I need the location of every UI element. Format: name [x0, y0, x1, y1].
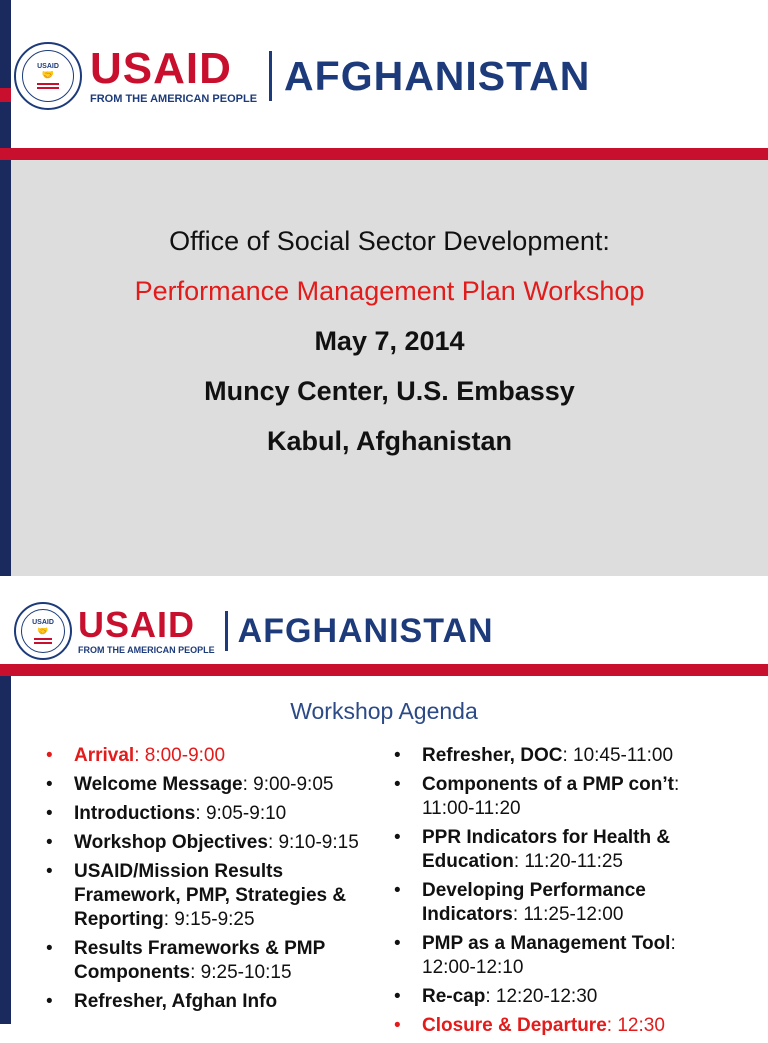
agenda-item: • Introductions: 9:05-9:10 [46, 803, 287, 824]
logo-divider [225, 611, 228, 651]
agenda-item: • Closure & Departure: 12:30 [394, 1015, 665, 1036]
left-accent-bar [0, 0, 11, 576]
left-red-mark [0, 88, 11, 102]
agenda-item: • USAID/Mission Results Framework, PMP, Strategies & Reporting: 9:15-9:25 [46, 861, 347, 930]
agenda-item: • Developing Performance Indicators: 11:25-12:00 [394, 880, 646, 925]
agenda-item: • PPR Indicators for Health & Education: 11:20-11:25 [394, 827, 671, 872]
workshop-date: May 7, 2014 [314, 326, 465, 356]
agenda-left-column [44, 744, 364, 1019]
seal-text: USAID [32, 618, 54, 626]
header-red-rule [0, 148, 768, 160]
agenda-slide [0, 576, 768, 1036]
agenda-item: • Components of a PMP con’t: 11:00-11:20 [394, 774, 680, 819]
usaid-wordmark: USAID [78, 603, 196, 645]
agenda-item: • PMP as a Management Tool: 12:00-12:10 [394, 933, 676, 978]
handshake-icon: 🤝 [37, 625, 49, 636]
agenda-item: • Refresher, DOC: 10:45-11:00 [394, 745, 674, 766]
tagline: FROM THE AMERICAN PEOPLE [78, 644, 215, 655]
usaid-logo [14, 42, 590, 110]
usaid-wordmark: USAID [90, 43, 232, 93]
workshop-title: Performance Management Plan Workshop [134, 276, 645, 306]
usaid-seal-icon [14, 42, 82, 110]
office-title: Office of Social Sector Development: [169, 226, 610, 256]
title-panel [11, 160, 768, 576]
usaid-seal-icon [14, 602, 72, 660]
agenda-item: • Results Frameworks & PMP Components: 9:25-10:15 [46, 938, 325, 983]
country-name: AFGHANISTAN [284, 53, 591, 99]
agenda-item: • Welcome Message: 9:00-9:05 [46, 774, 334, 795]
workshop-location: Kabul, Afghanistan [266, 426, 512, 456]
left-accent-bar [0, 676, 11, 1024]
logo-divider [269, 51, 272, 101]
agenda-item: • Re-cap: 12:20-12:30 [394, 986, 598, 1007]
country-name: AFGHANISTAN [237, 612, 494, 650]
seal-text: USAID [37, 63, 59, 70]
agenda-item: • Workshop Objectives: 9:10-9:15 [46, 832, 359, 853]
usaid-logo [14, 602, 494, 660]
header-red-rule [0, 664, 768, 676]
agenda-item: • Arrival: 8:00-9:00 [46, 745, 226, 766]
handshake-icon: 🤝 [41, 70, 55, 81]
agenda-right-column [392, 744, 722, 1043]
workshop-venue: Muncy Center, U.S. Embassy [204, 376, 575, 406]
agenda-item: • Refresher, Afghan Info [46, 991, 278, 1012]
tagline: FROM THE AMERICAN PEOPLE [90, 92, 258, 105]
agenda-title: Workshop Agenda [290, 698, 478, 724]
